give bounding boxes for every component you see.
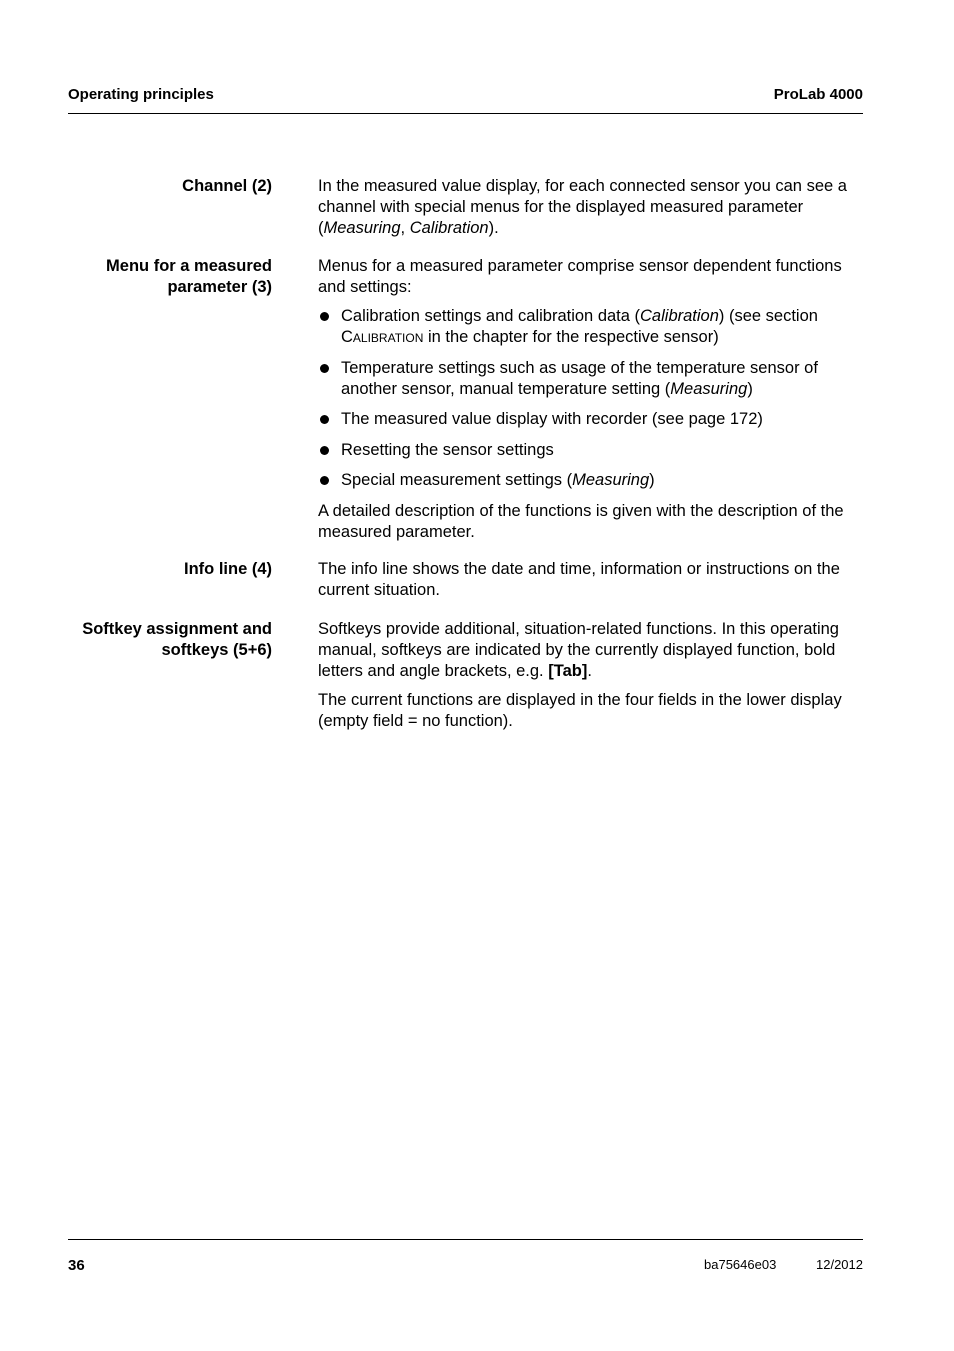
page-footer bbox=[68, 1255, 863, 1277]
text: In the measured value display, for each connected sensor you can see a channel with special menus for the displayed measured parameter ( bbox=[318, 177, 847, 237]
text: ) (see section bbox=[718, 307, 818, 325]
bullet-icon bbox=[320, 446, 329, 455]
header-rule bbox=[68, 113, 863, 114]
bullet-icon bbox=[320, 364, 329, 373]
italic-term: Measuring bbox=[323, 219, 401, 237]
bullet-list bbox=[318, 306, 863, 491]
section-body bbox=[318, 256, 863, 551]
paragraph: The info line shows the date and time, information or instructions on the current situation. bbox=[318, 560, 840, 599]
page-header bbox=[68, 86, 863, 108]
text: Special measurement settings ( bbox=[341, 471, 573, 489]
section-label bbox=[68, 619, 272, 661]
bullet-icon bbox=[320, 415, 329, 424]
text: Resetting the sensor settings bbox=[341, 440, 554, 459]
paragraph: The current functions are displayed in the four fields in the lower display (empty field = no function). bbox=[318, 691, 842, 730]
label-line: Softkey assignment and bbox=[82, 620, 272, 638]
text: Temperature settings such as usage of the temperature sensor of another sensor, manual temperature setting ( bbox=[341, 358, 818, 398]
paragraph bbox=[318, 176, 863, 239]
label-line: parameter (3) bbox=[167, 278, 272, 296]
document-id: ba75646e03 bbox=[704, 1257, 777, 1272]
text: The measured value display with recorder (see page 172) bbox=[341, 410, 763, 428]
label-line: softkeys (5+6) bbox=[161, 641, 272, 659]
document-date: 12/2012 bbox=[816, 1257, 863, 1272]
list-item bbox=[318, 440, 863, 461]
text: . bbox=[587, 662, 592, 680]
page-number: 36 bbox=[68, 1257, 85, 1274]
text: Softkeys provide additional, situation-related functions. In this operating manual, softkeys are indicated by the currently displayed function, bold letters and angle brackets, e.g. bbox=[318, 620, 839, 680]
italic-term: Calibration bbox=[640, 307, 719, 325]
text: ). bbox=[488, 219, 499, 237]
section-body bbox=[318, 619, 863, 740]
italic-term: Calibration bbox=[409, 219, 489, 237]
label-line: Menu for a measured bbox=[106, 257, 272, 275]
section-reference: Calibration bbox=[341, 328, 424, 346]
section-label bbox=[68, 256, 272, 298]
section-label: Info line (4) bbox=[184, 560, 272, 578]
text: , bbox=[400, 219, 410, 237]
section-body bbox=[318, 176, 863, 247]
italic-term: Measuring bbox=[670, 379, 748, 398]
italic-term: Measuring bbox=[572, 471, 650, 489]
text: ) bbox=[649, 471, 655, 489]
paragraph: Menus for a measured parameter comprise sensor dependent functions and settings: bbox=[318, 257, 842, 296]
text: ) bbox=[747, 379, 753, 398]
list-item bbox=[318, 358, 863, 400]
softkey-example: [Tab] bbox=[548, 662, 588, 680]
list-item bbox=[318, 409, 863, 430]
footer-rule bbox=[68, 1239, 863, 1240]
section-body bbox=[318, 559, 863, 609]
section-label: Channel (2) bbox=[182, 177, 272, 195]
bullet-icon bbox=[320, 476, 329, 485]
product-name: ProLab 4000 bbox=[773, 86, 863, 103]
text: Calibration settings and calibration data ( bbox=[341, 307, 641, 325]
paragraph: A detailed description of the functions is given with the description of the measured parameter. bbox=[318, 501, 844, 541]
bullet-icon bbox=[320, 312, 329, 321]
text: in the chapter for the respective sensor) bbox=[423, 328, 719, 346]
list-item bbox=[318, 470, 863, 491]
chapter-title: Operating principles bbox=[68, 86, 214, 103]
paragraph bbox=[318, 619, 863, 682]
list-item bbox=[318, 306, 863, 348]
